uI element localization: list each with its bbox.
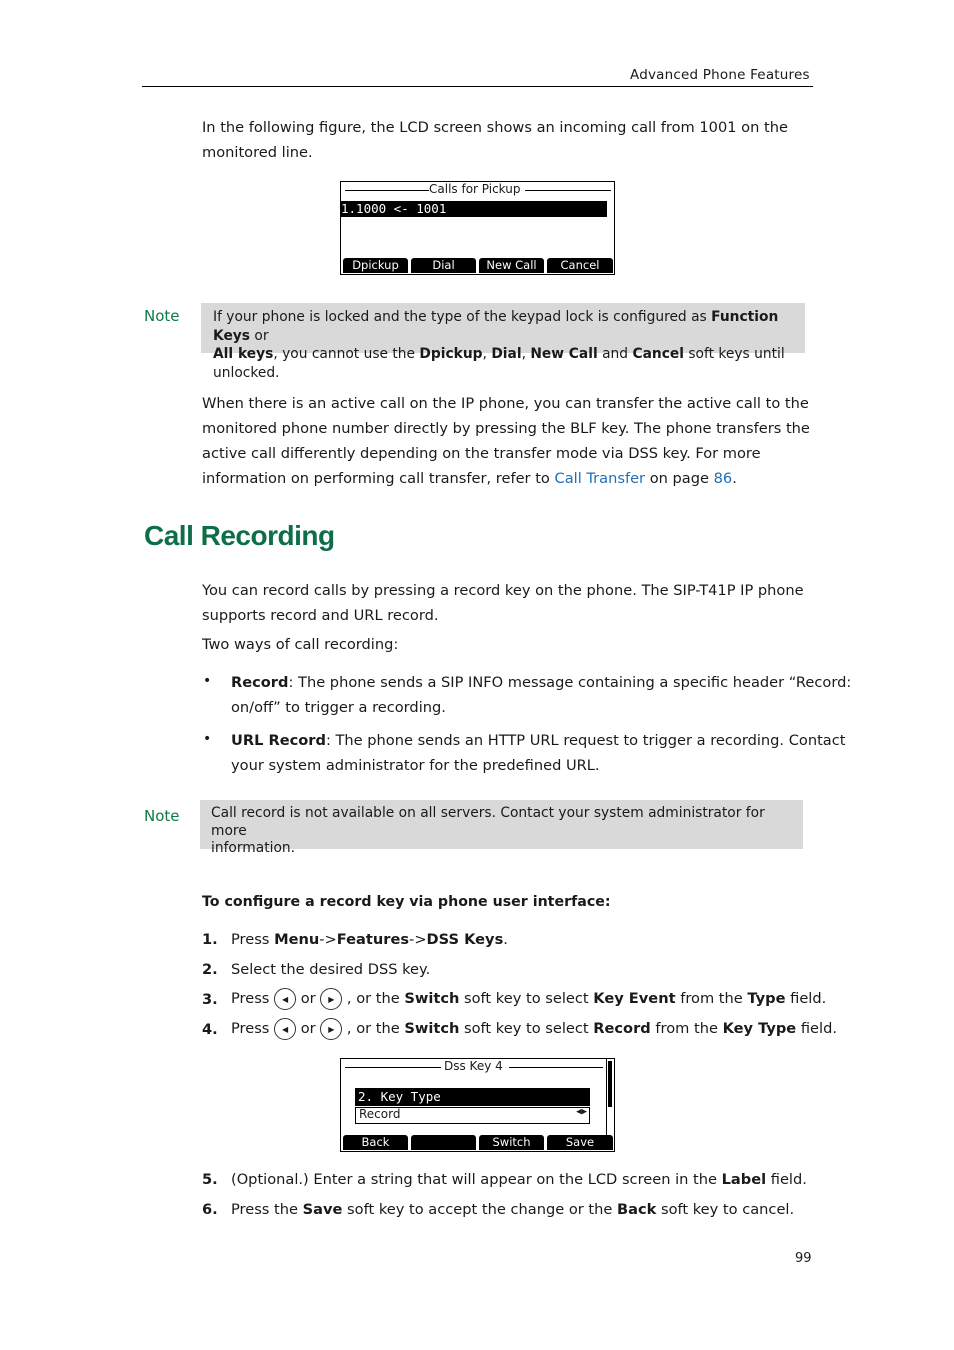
recording-paragraph xyxy=(202,578,804,628)
lcd-scrollbar[interactable] xyxy=(606,1059,613,1135)
lcd-title-rule xyxy=(345,190,429,191)
paragraph-line: information on performing call transfer, refer to Call Transfer on page 86. xyxy=(202,470,737,487)
step-text: (Optional.) Enter a string that will appear on the LCD screen in the Label field. xyxy=(231,1171,807,1188)
lcd-field-value: Record xyxy=(359,1107,401,1121)
softkey-new-call[interactable]: New Call xyxy=(479,258,544,273)
step-text: Press the Save soft key to accept the change or the Back soft key to cancel. xyxy=(231,1201,795,1218)
paragraph-line: You can record calls by pressing a record key on the phone. The SIP-T41P IP phone xyxy=(202,582,804,599)
lcd-dss-key xyxy=(340,1058,615,1152)
intro-line: In the following figure, the LCD screen shows an incoming call from 1001 on the xyxy=(202,119,788,136)
running-header: Advanced Phone Features xyxy=(630,67,810,83)
note-box xyxy=(200,800,803,856)
note-line: All keys, you cannot use the Dpickup, Dial, New Call and Cancel soft keys until unlocked. xyxy=(213,346,785,381)
left-nav-key-icon: ◀ xyxy=(274,988,296,1010)
right-nav-key-icon: ▶ xyxy=(320,988,342,1010)
page-86-link[interactable]: 86 xyxy=(713,470,733,487)
lcd-calls-for-pickup xyxy=(340,181,615,275)
softkey-save[interactable]: Save xyxy=(547,1135,613,1150)
step-text: Press ◀ or ▶ , or the Switch soft key to select Record from the Key Type field. xyxy=(231,1018,837,1040)
note-label: Note xyxy=(144,807,180,825)
section-heading: Call Recording xyxy=(144,520,335,551)
bullet-marker: • xyxy=(203,673,212,689)
softkey-blank[interactable] xyxy=(411,1135,476,1150)
paragraph-line: monitored phone number directly by pressing the BLF key. The phone transfers the xyxy=(202,420,810,437)
lcd-scrollbar-thumb[interactable] xyxy=(608,1061,612,1107)
header-rule xyxy=(142,86,813,87)
left-nav-key-icon: ◀ xyxy=(274,1018,296,1040)
step-number: 2. xyxy=(202,961,218,978)
lcd-title-rule xyxy=(509,1067,603,1068)
recording-ways: Two ways of call recording: xyxy=(202,636,399,653)
procedure-title: To configure a record key via phone user interface: xyxy=(202,894,611,910)
lcd-title-rule xyxy=(525,190,611,191)
left-right-arrows-icon: ◀▶ xyxy=(576,1107,587,1117)
bullet-item: Record: The phone sends a SIP INFO message containing a specific header “Record: on/off” to trigger a recording. xyxy=(231,674,852,716)
paragraph-line: When there is an active call on the IP phone, you can transfer the active call to the xyxy=(202,395,809,412)
bullet-marker: • xyxy=(203,731,212,747)
note-line: Call record is not available on all servers. Contact your system administrator for more xyxy=(211,805,765,839)
bullet-item: URL Record: The phone sends an HTTP URL request to trigger a recording. Contact your system administrator for the predefined URL. xyxy=(231,732,846,774)
softkey-cancel[interactable]: Cancel xyxy=(547,258,613,273)
lcd-field-label: 2. Key Type xyxy=(355,1088,590,1106)
lcd-title-rule xyxy=(345,1067,441,1068)
step-text: Select the desired DSS key. xyxy=(231,961,431,978)
step-number: 5. xyxy=(202,1171,218,1188)
step-number: 1. xyxy=(202,931,218,948)
note-line: If your phone is locked and the type of the keypad lock is configured as Function Keys or xyxy=(213,309,779,344)
paragraph-line: supports record and URL record. xyxy=(202,607,439,624)
paragraph-line: active call differently depending on the transfer mode via DSS key. For more xyxy=(202,445,761,462)
intro-line: monitored line. xyxy=(202,144,313,161)
call-transfer-link[interactable]: Call Transfer xyxy=(554,470,646,487)
step-text: Press ◀ or ▶ , or the Switch soft key to select Key Event from the Type field. xyxy=(231,988,826,1010)
step-number: 4. xyxy=(202,1021,218,1038)
transfer-paragraph xyxy=(202,391,810,491)
step-number: 6. xyxy=(202,1201,218,1218)
page-number: 99 xyxy=(795,1251,812,1266)
softkey-dpickup[interactable]: Dpickup xyxy=(343,258,408,273)
softkey-switch[interactable]: Switch xyxy=(479,1135,544,1150)
note-box xyxy=(201,303,805,381)
lcd-title: Dss Key 4 xyxy=(444,1059,503,1073)
lcd-title: Calls for Pickup xyxy=(429,182,521,196)
intro-paragraph xyxy=(202,115,788,165)
lcd-field-value-box[interactable] xyxy=(355,1107,590,1124)
lcd-selected-row: 1.1000 <- 1001 xyxy=(341,201,607,217)
step-number: 3. xyxy=(202,991,218,1008)
step-text: Press Menu->Features->DSS Keys. xyxy=(231,931,508,948)
note-label: Note xyxy=(144,307,180,325)
right-nav-key-icon: ▶ xyxy=(320,1018,342,1040)
softkey-back[interactable]: Back xyxy=(343,1135,408,1150)
note-line: information. xyxy=(211,840,296,856)
softkey-dial[interactable]: Dial xyxy=(411,258,476,273)
